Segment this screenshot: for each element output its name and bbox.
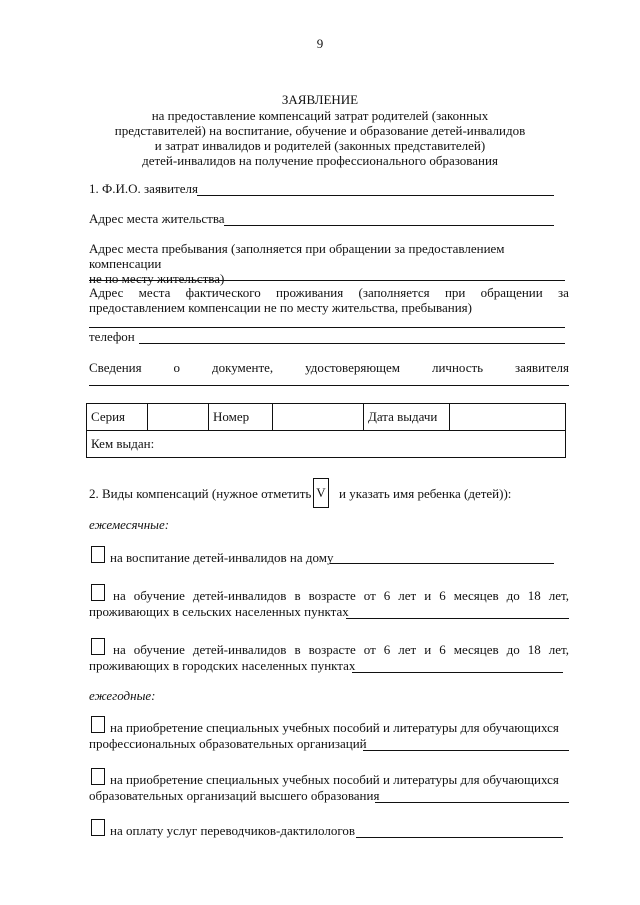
word: при <box>444 285 466 300</box>
word: за <box>558 285 569 300</box>
document-title: ЗАЯВЛЕНИЕ <box>281 92 359 107</box>
option-home-upbringing: на воспитание детей-инвалидов на дому <box>110 550 334 565</box>
id-document-table <box>86 403 566 458</box>
number-field[interactable] <box>273 404 364 431</box>
document-subtitle <box>0 108 640 168</box>
doc-info-label <box>89 360 569 376</box>
word: удостоверяющем <box>305 360 401 375</box>
word: личность <box>431 360 484 375</box>
word: детей-инвалидов <box>192 642 287 657</box>
word: на <box>113 642 126 657</box>
child-name-field[interactable] <box>352 672 563 673</box>
word: детей-инвалидов <box>192 588 287 603</box>
word: 6 <box>439 642 446 657</box>
word: о <box>173 360 181 375</box>
word: обращении <box>480 285 543 300</box>
checkbox-rural-education[interactable] <box>91 584 105 601</box>
word: обучение <box>133 588 185 603</box>
word: до <box>506 642 520 657</box>
word: проживания <box>276 285 344 300</box>
subtitle-line: представителей) на воспитание, обучение и образование детей-инвалидов <box>114 123 526 138</box>
word: Адрес <box>89 285 124 300</box>
address-residence-field[interactable] <box>224 225 554 226</box>
word: от <box>363 642 376 657</box>
word: возрасте <box>308 588 356 603</box>
word: лет, <box>548 588 569 603</box>
section2-label: 2. Виды компенсаций (нужное отметить <box>89 486 312 501</box>
word: на <box>113 588 126 603</box>
word: документе, <box>211 360 274 375</box>
word: места <box>138 285 171 300</box>
option-sign-language-interpreter: на оплату услуг переводчиков-дактилологов <box>110 823 355 838</box>
checkmark-example: V <box>313 478 329 508</box>
word: и <box>424 642 432 657</box>
address-actual-field[interactable] <box>89 327 565 328</box>
word: (заполняется <box>358 285 430 300</box>
option-professional-literature-line2: профессиональных образовательных организаций <box>89 736 367 751</box>
word: месяцев <box>453 642 499 657</box>
fio-field[interactable] <box>197 195 554 196</box>
subtitle-line: на предоставление компенсаций затрат родителей (законных <box>151 108 489 123</box>
child-name-field[interactable] <box>375 802 569 803</box>
series-field[interactable] <box>148 404 209 431</box>
word: фактического <box>185 285 261 300</box>
word: возрасте <box>308 642 356 657</box>
word: до <box>506 588 520 603</box>
word: лет <box>398 588 417 603</box>
checkbox-urban-education[interactable] <box>91 638 105 655</box>
issue-date-label: Дата выдачи <box>364 404 450 431</box>
child-name-field[interactable] <box>363 750 569 751</box>
option-rural-education-line2: проживающих в сельских населенных пунктах <box>89 604 349 619</box>
yearly-label: ежегодные: <box>89 688 156 703</box>
page-number: 9 <box>316 36 324 51</box>
address-stay-field[interactable] <box>89 280 565 281</box>
series-label: Серия <box>87 404 148 431</box>
subtitle-line: детей-инвалидов на получение профессионального образования <box>142 153 498 168</box>
child-name-field[interactable] <box>346 618 569 619</box>
word: 6 <box>383 588 391 603</box>
option-urban-education <box>113 642 569 658</box>
phone-label: телефон <box>89 329 135 344</box>
issue-date-field[interactable] <box>450 404 566 431</box>
word: от <box>363 588 376 603</box>
option-rural-education <box>113 588 569 604</box>
word: заявителя <box>515 360 569 375</box>
word: 18 <box>527 588 541 603</box>
address-actual-label <box>89 285 569 301</box>
word: Сведения <box>89 360 142 375</box>
address-residence-label: Адрес места жительства <box>89 211 225 226</box>
address-stay-line: не по месту жительства) <box>89 271 225 286</box>
word: и <box>424 588 432 603</box>
word: лет <box>398 642 417 657</box>
doc-info-field[interactable] <box>89 385 569 386</box>
address-actual-line2: предоставлением компенсации не по месту жительства, пребывания) <box>89 300 472 315</box>
option-urban-education-line2: проживающих в городских населенных пунктах <box>89 658 356 673</box>
word: 6 <box>439 588 446 603</box>
monthly-label: ежемесячные: <box>89 517 170 532</box>
word: 6 <box>383 642 391 657</box>
checkbox-higher-education-literature[interactable] <box>91 768 105 785</box>
address-stay-line: Адрес места пребывания (заполняется при обращении за предоставлением компенсации <box>89 241 505 271</box>
phone-field[interactable] <box>139 343 565 344</box>
word: месяцев <box>453 588 499 603</box>
checkbox-home-upbringing[interactable] <box>91 546 105 563</box>
child-name-field[interactable] <box>356 837 563 838</box>
word: в <box>294 642 301 657</box>
word: лет, <box>548 642 569 657</box>
number-label: Номер <box>209 404 273 431</box>
issued-by-field[interactable] <box>87 431 566 458</box>
word: 18 <box>527 642 541 657</box>
word: в <box>294 588 301 603</box>
issued-by-label: Кем выдан: <box>91 436 155 451</box>
checkbox-sign-language-interpreter[interactable] <box>91 819 105 836</box>
option-higher-education-literature-line2: образовательных организаций высшего образования <box>89 788 380 803</box>
word: обучение <box>133 642 185 657</box>
option-higher-education-literature: на приобретение специальных учебных пособий и литературы для обучающихся <box>110 772 559 787</box>
child-name-field[interactable] <box>330 563 554 564</box>
subtitle-line: и затрат инвалидов и родителей (законных представителей) <box>154 138 486 153</box>
checkbox-professional-literature[interactable] <box>91 716 105 733</box>
option-professional-literature: на приобретение специальных учебных пособий и литературы для обучающихся <box>110 720 559 735</box>
section2-label-after: и указать имя ребенка (детей)): <box>339 486 512 501</box>
fio-label: 1. Ф.И.О. заявителя <box>89 181 198 196</box>
